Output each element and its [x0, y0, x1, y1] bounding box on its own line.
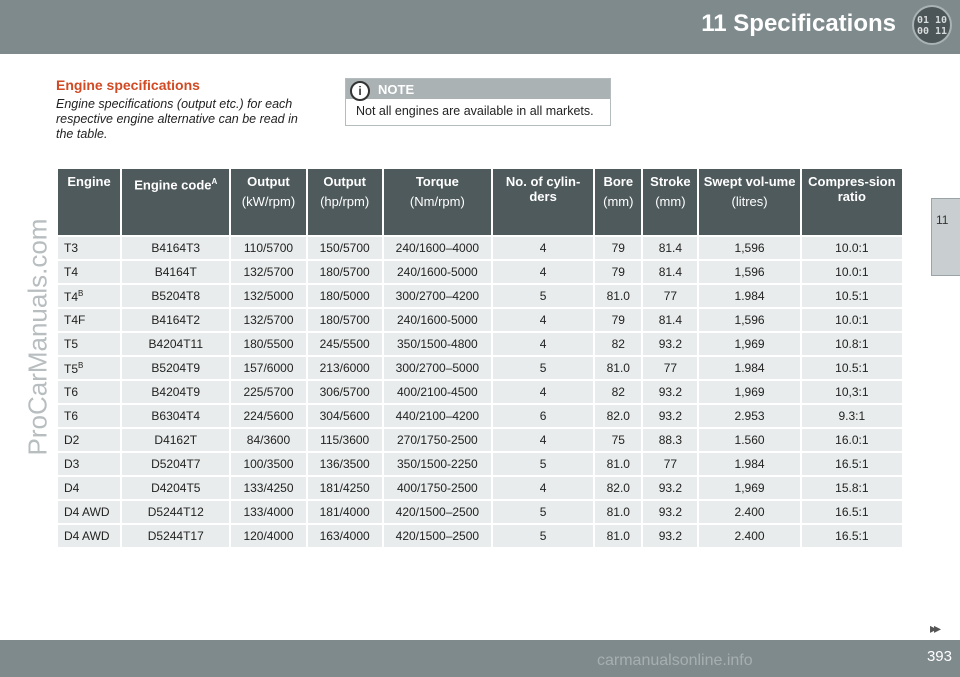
watermark-bottom: carmanualsonline.info: [597, 652, 753, 669]
info-icon: i: [350, 81, 370, 101]
cell-torque: 300/2700–4200: [384, 285, 491, 307]
cell-vol: 2.953: [699, 405, 799, 427]
badge-line-2: 00 11: [916, 26, 948, 37]
next-page-icon[interactable]: ▸▸: [929, 620, 938, 636]
cell-ratio: 10.0:1: [802, 309, 902, 331]
cell-cyl: 5: [493, 525, 593, 547]
note-text: Not all engines are available in all markets.: [356, 104, 594, 118]
cell-kw: 132/5700: [231, 261, 305, 283]
cell-bore: 75: [595, 429, 641, 451]
cell-engine: $T5^B$: [58, 357, 120, 379]
table-header-row: [58, 169, 902, 235]
cell-cyl: 4: [493, 237, 593, 259]
table-row: [58, 501, 902, 523]
col-engine: Engine: [58, 169, 120, 235]
cell-code: B4164T: [122, 261, 229, 283]
note-box: [345, 78, 611, 126]
note-header: [346, 79, 610, 99]
cell-hp: 163/4000: [308, 525, 382, 547]
col-stroke: Stroke (mm): [643, 169, 697, 235]
cell-ratio: 16.0:1: [802, 429, 902, 451]
cell-ratio: 15.8:1: [802, 477, 902, 499]
table-row: [58, 309, 902, 331]
cell-stroke: 93.2: [643, 333, 697, 355]
cell-torque: 350/1500-2250: [384, 453, 491, 475]
cell-kw: 224/5600: [231, 405, 305, 427]
badge-line-1: 01 10: [916, 15, 948, 26]
chapter-badge-icon: [912, 5, 952, 45]
cell-torque: 240/1600-5000: [384, 309, 491, 331]
cell-vol: 2.400: [699, 501, 799, 523]
watermark-side: ProCarManuals.com: [22, 218, 53, 456]
cell-ratio: 10,3:1: [802, 381, 902, 403]
cell-vol: 1,596: [699, 309, 799, 331]
cell-bore: 81.0: [595, 285, 641, 307]
table-row: [58, 285, 902, 307]
col-engine-code: Engine code$^A$: [122, 169, 229, 235]
cell-hp: 181/4000: [308, 501, 382, 523]
cell-bore: 81.0: [595, 525, 641, 547]
cell-vol: 1.984: [699, 453, 799, 475]
cell-cyl: 5: [493, 453, 593, 475]
table-row: [58, 261, 902, 283]
table-row: [58, 525, 902, 547]
col-output-kw: Output (kW/rpm): [231, 169, 305, 235]
cell-torque: 240/1600–4000: [384, 237, 491, 259]
cell-stroke: 88.3: [643, 429, 697, 451]
col-compression-ratio: Compres-sion ratio: [802, 169, 902, 235]
cell-bore: 82.0: [595, 405, 641, 427]
cell-code: D5244T17: [122, 525, 229, 547]
cell-bore: 82: [595, 333, 641, 355]
cell-stroke: 93.2: [643, 381, 697, 403]
cell-torque: 300/2700–5000: [384, 357, 491, 379]
cell-kw: 132/5000: [231, 285, 305, 307]
cell-torque: 420/1500–2500: [384, 525, 491, 547]
cell-ratio: 10.5:1: [802, 285, 902, 307]
cell-engine: T4F: [58, 309, 120, 331]
cell-ratio: 10.0:1: [802, 237, 902, 259]
cell-cyl: 4: [493, 333, 593, 355]
page-number: 393: [926, 648, 952, 665]
cell-kw: 100/3500: [231, 453, 305, 475]
table-row: [58, 453, 902, 475]
table-row: [58, 381, 902, 403]
cell-engine: T6: [58, 381, 120, 403]
cell-stroke: 77: [643, 453, 697, 475]
col-swept-volume: Swept vol-ume (litres): [699, 169, 799, 235]
section-heading: Engine specifications: [56, 77, 200, 93]
cell-kw: 120/4000: [231, 525, 305, 547]
cell-bore: 79: [595, 309, 641, 331]
cell-ratio: 16.5:1: [802, 453, 902, 475]
cell-vol: 1,596: [699, 237, 799, 259]
cell-vol: 1,969: [699, 381, 799, 403]
cell-hp: 181/4250: [308, 477, 382, 499]
table-row: [58, 357, 902, 379]
cell-hp: 136/3500: [308, 453, 382, 475]
cell-engine: T4: [58, 261, 120, 283]
chapter-tab[interactable]: [931, 198, 960, 276]
cell-bore: 82.0: [595, 477, 641, 499]
cell-stroke: 93.2: [643, 477, 697, 499]
note-title: NOTE: [378, 82, 415, 97]
cell-stroke: 77: [643, 357, 697, 379]
cell-bore: 81.0: [595, 357, 641, 379]
col-bore: Bore (mm): [595, 169, 641, 235]
cell-stroke: 93.2: [643, 525, 697, 547]
cell-bore: 79: [595, 261, 641, 283]
col-cylinders: No. of cylin-ders: [493, 169, 593, 235]
cell-kw: 157/6000: [231, 357, 305, 379]
cell-code: B5204T9: [122, 357, 229, 379]
cell-bore: 81.0: [595, 453, 641, 475]
cell-torque: 400/1750-2500: [384, 477, 491, 499]
cell-code: B4164T3: [122, 237, 229, 259]
cell-cyl: 5: [493, 357, 593, 379]
cell-code: B4204T11: [122, 333, 229, 355]
cell-kw: 132/5700: [231, 309, 305, 331]
cell-kw: 84/3600: [231, 429, 305, 451]
cell-bore: 81.0: [595, 501, 641, 523]
engine-spec-table: [56, 167, 904, 549]
cell-hp: 150/5700: [308, 237, 382, 259]
cell-cyl: 4: [493, 429, 593, 451]
table-row: [58, 333, 902, 355]
cell-engine: D3: [58, 453, 120, 475]
cell-cyl: 5: [493, 501, 593, 523]
cell-engine: $T4^B$: [58, 285, 120, 307]
col-torque: Torque (Nm/rpm): [384, 169, 491, 235]
cell-kw: 180/5500: [231, 333, 305, 355]
cell-code: D4162T: [122, 429, 229, 451]
cell-engine: T5: [58, 333, 120, 355]
cell-code: D5204T7: [122, 453, 229, 475]
cell-vol: 1,596: [699, 261, 799, 283]
cell-torque: 350/1500-4800: [384, 333, 491, 355]
cell-torque: 400/2100-4500: [384, 381, 491, 403]
table-row: [58, 477, 902, 499]
cell-cyl: 4: [493, 261, 593, 283]
cell-code: D4204T5: [122, 477, 229, 499]
cell-kw: 110/5700: [231, 237, 305, 259]
col-output-hp: Output (hp/rpm): [308, 169, 382, 235]
cell-ratio: 10.8:1: [802, 333, 902, 355]
cell-stroke: 81.4: [643, 261, 697, 283]
cell-hp: 306/5700: [308, 381, 382, 403]
cell-hp: 180/5000: [308, 285, 382, 307]
table-row: [58, 405, 902, 427]
cell-code: B6304T4: [122, 405, 229, 427]
chapter-tab-label: 11: [936, 213, 949, 227]
cell-hp: 180/5700: [308, 261, 382, 283]
cell-code: B4204T9: [122, 381, 229, 403]
cell-engine: D4: [58, 477, 120, 499]
table-row: [58, 237, 902, 259]
cell-cyl: 4: [493, 477, 593, 499]
cell-ratio: 10.0:1: [802, 261, 902, 283]
cell-hp: 213/6000: [308, 357, 382, 379]
cell-engine: D2: [58, 429, 120, 451]
page-title: 11 Specifications: [701, 10, 896, 37]
cell-kw: 225/5700: [231, 381, 305, 403]
cell-stroke: 77: [643, 285, 697, 307]
cell-cyl: 4: [493, 309, 593, 331]
cell-torque: 440/2100–4200: [384, 405, 491, 427]
cell-vol: 1.984: [699, 357, 799, 379]
cell-code: D5244T12: [122, 501, 229, 523]
cell-engine: T6: [58, 405, 120, 427]
cell-code: B4164T2: [122, 309, 229, 331]
cell-vol: 2.400: [699, 525, 799, 547]
cell-ratio: 16.5:1: [802, 525, 902, 547]
cell-stroke: 93.2: [643, 405, 697, 427]
cell-stroke: 81.4: [643, 237, 697, 259]
cell-cyl: 6: [493, 405, 593, 427]
cell-engine: T3: [58, 237, 120, 259]
cell-stroke: 93.2: [643, 501, 697, 523]
cell-torque: 420/1500–2500: [384, 501, 491, 523]
intro-text: Engine specifications (output etc.) for each respective engine alternative can be read in the table.: [56, 97, 298, 141]
cell-ratio: 9.3:1: [802, 405, 902, 427]
cell-ratio: 10.5:1: [802, 357, 902, 379]
cell-vol: 1.560: [699, 429, 799, 451]
cell-engine: D4 AWD: [58, 525, 120, 547]
cell-hp: 180/5700: [308, 309, 382, 331]
cell-ratio: 16.5:1: [802, 501, 902, 523]
cell-stroke: 81.4: [643, 309, 697, 331]
cell-vol: 1,969: [699, 477, 799, 499]
cell-engine: D4 AWD: [58, 501, 120, 523]
cell-cyl: 5: [493, 285, 593, 307]
cell-hp: 245/5500: [308, 333, 382, 355]
cell-vol: 1,969: [699, 333, 799, 355]
cell-code: B5204T8: [122, 285, 229, 307]
table-row: [58, 429, 902, 451]
cell-hp: 115/3600: [308, 429, 382, 451]
cell-hp: 304/5600: [308, 405, 382, 427]
cell-bore: 79: [595, 237, 641, 259]
footer-bar: [0, 640, 960, 677]
cell-cyl: 4: [493, 381, 593, 403]
cell-vol: 1.984: [699, 285, 799, 307]
cell-bore: 82: [595, 381, 641, 403]
cell-kw: 133/4250: [231, 477, 305, 499]
cell-torque: 270/1750-2500: [384, 429, 491, 451]
cell-kw: 133/4000: [231, 501, 305, 523]
cell-torque: 240/1600-5000: [384, 261, 491, 283]
